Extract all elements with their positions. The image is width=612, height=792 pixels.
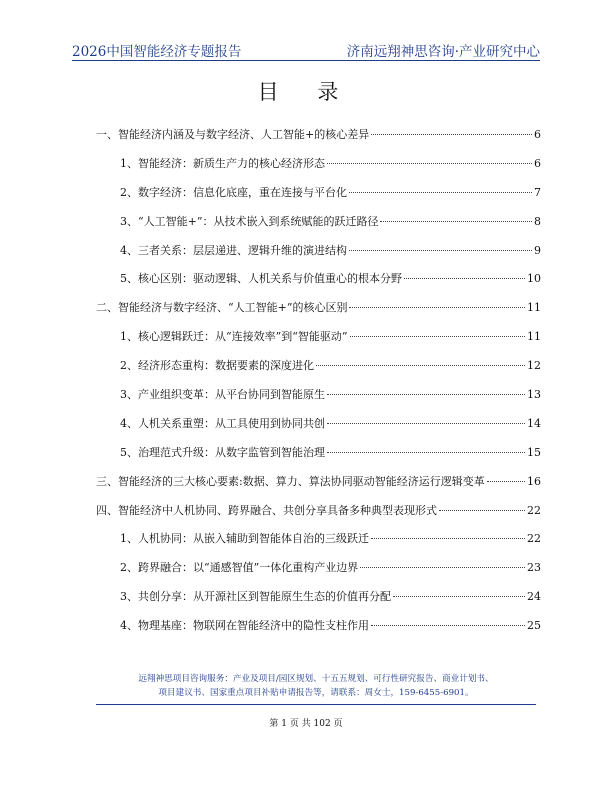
toc-entry-text: 3、共创分享：从开源社区到智能原生生态的价值再分配 [120,590,391,604]
toc-entry-page: 14 [527,416,541,430]
toc-dot-leader [404,278,525,279]
toc-entry-page: 9 [534,243,541,257]
toc-entry-page: 11 [527,301,541,315]
toc-entry[interactable] [96,155,541,184]
toc-entry-page: 11 [527,330,541,344]
toc-entry-text: 3、“人工智能+”：从技术嵌入到系统赋能的跃迁路径 [120,214,379,228]
toc-entry-text: 5、治理范式升级：从数字监管到智能治理 [120,445,325,459]
footer-note-line-1: 远翔神思项目咨询服务：产业及项目/园区规划、十五五规划、可行性研究报告、商业计划书、 [138,674,494,684]
toc-entry-page: 12 [527,359,541,373]
toc-entry-page: 22 [527,532,541,546]
toc-entry[interactable] [96,617,541,646]
toc-dot-leader [487,481,525,482]
toc-entry-page: 24 [527,590,541,604]
toc-entry[interactable] [96,242,541,271]
toc-entry[interactable] [96,328,541,357]
toc-entry-text: 三、智能经济的三大核心要素:数据、算力、算法协同驱动智能经济运行逻辑变革 [96,474,485,488]
toc-entry-page: 25 [527,619,541,633]
toc-entry-text: 四、智能经济中人机协同、跨界融合、共创分享具备多种典型表现形式 [96,503,437,517]
toc-entry[interactable] [96,588,541,617]
toc-entry-page: 10 [527,272,541,286]
toc-entry[interactable] [96,444,541,473]
toc-dot-leader [349,192,532,193]
toc-entry-page: 6 [534,156,541,170]
toc-entry[interactable] [96,184,541,213]
toc-entry-text: 2、经济形态重构：数据要素的深度进化 [120,359,314,373]
toc-dot-leader [316,365,525,366]
toc-entry-text: 3、产业组织变革：从平台协同到智能原生 [120,388,325,402]
toc-dot-leader [371,134,532,135]
header-report-title: 2026中国智能经济专题报告 [72,44,242,60]
toc-entry-text: 4、物理基座：物联网在智能经济中的隐性支柱作用 [120,619,369,633]
toc-entry-text: 1、人机协同：从嵌入辅助到智能体自治的三级跃迁 [120,532,369,546]
toc-entry[interactable] [96,559,541,588]
toc-entry-text: 1、核心逻辑跃迁：从“连接效率”到“智能驱动” [120,330,348,344]
toc-entry-page: 8 [534,214,541,228]
toc-entry-text: 一、智能经济内涵及与数字经济、人工智能+的核心差异 [96,128,370,141]
toc-entry-page: 15 [527,445,541,459]
toc-entry[interactable] [96,213,541,242]
toc-entry[interactable] [96,386,541,415]
toc-dot-leader [327,394,525,395]
page-header [72,38,540,60]
toc-entry-page: 13 [527,388,541,402]
toc-entry-text: 4、人机关系重塑：从工具使用到协同共创 [120,416,325,430]
toc-entry[interactable] [96,502,541,531]
table-of-contents [96,126,541,646]
toc-entry[interactable] [96,126,541,155]
toc-entry-text: 5、核心区别：驱动逻辑、人机关系与价值重心的根本分野 [120,272,402,286]
toc-dot-leader [439,510,525,511]
footer-contact-note [96,672,536,700]
toc-dot-leader [327,423,525,424]
toc-entry-page: 7 [534,185,541,199]
toc-entry-text: 2、跨界融合：以“通感智值”一体化重构产业边界 [120,561,359,575]
toc-dot-leader [349,307,525,308]
toc-entry-text: 二、智能经济与数字经济、“人工智能+”的核心区别 [96,301,348,315]
toc-entry-text: 1、智能经济：新质生产力的核心经济形态 [120,156,325,170]
toc-dot-leader [327,452,525,453]
toc-entry-text: 2、数字经济：信息化底座，重在连接与平台化 [120,185,347,199]
toc-entry[interactable] [96,299,541,328]
toc-entry-text: 4、三者关系：层层递进、逻辑升维的演进结构 [120,243,347,257]
page-number: 第 1 页 共 102 页 [269,719,343,729]
toc-entry[interactable] [96,270,541,299]
toc-entry[interactable] [96,357,541,386]
toc-title: 目 录 [257,80,355,104]
toc-entry-page: 6 [534,128,541,141]
header-divider [72,60,540,61]
toc-dot-leader [350,336,526,337]
toc-dot-leader [360,567,525,568]
toc-dot-leader [349,250,532,251]
toc-entry[interactable] [96,415,541,444]
footer-divider [96,704,536,705]
header-organization: 济南远翔神思咨询·产业研究中心 [346,44,540,60]
toc-entry-page: 22 [527,503,541,517]
toc-dot-leader [371,625,525,626]
toc-dot-leader [393,596,525,597]
toc-entry-page: 16 [527,474,541,488]
toc-dot-leader [380,221,532,222]
toc-dot-leader [327,163,532,164]
footer-note-line-2: 项目建议书、国家重点项目补贴申请报告等，请联系：周女士，159-6455-6901。 [158,688,474,698]
toc-entry[interactable] [96,473,541,502]
toc-entry[interactable] [96,530,541,559]
toc-dot-leader [371,538,525,539]
toc-entry-page: 23 [527,561,541,575]
